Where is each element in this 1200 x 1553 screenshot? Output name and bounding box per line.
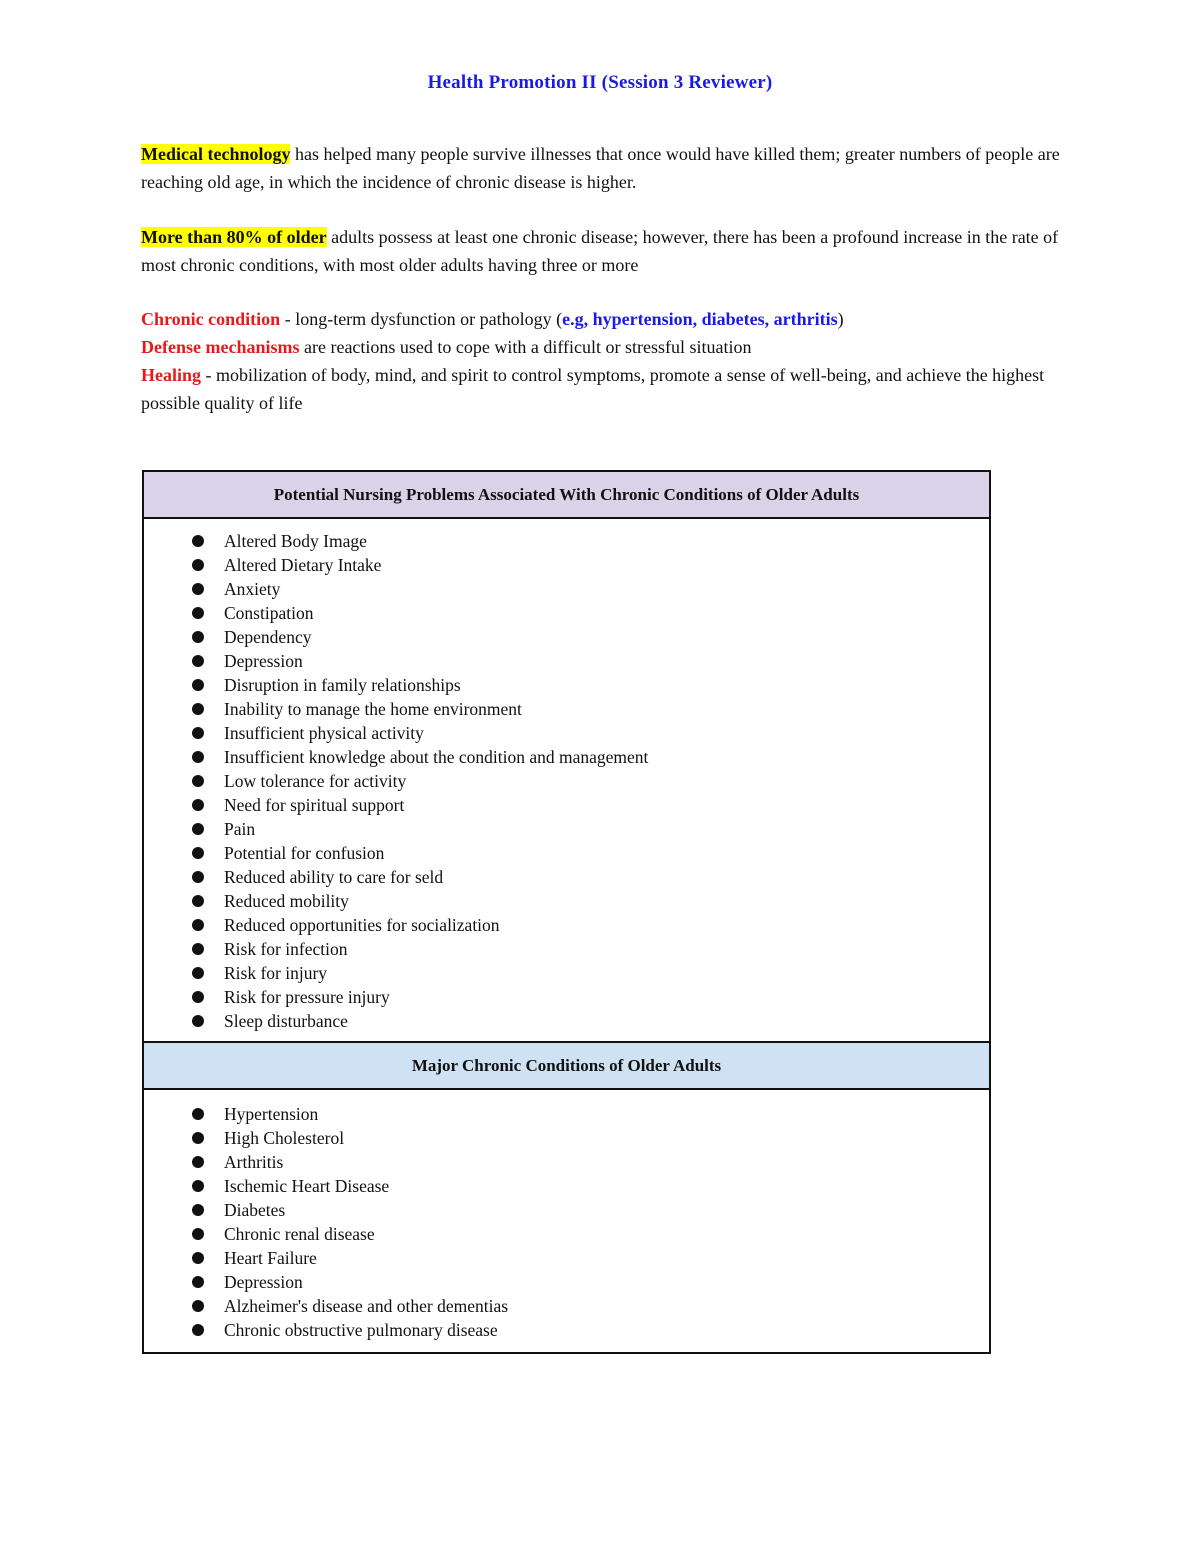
bullet-icon — [192, 751, 204, 763]
bullet-icon — [192, 583, 204, 595]
list-item — [190, 673, 989, 697]
list-item-text: Depression — [224, 651, 303, 671]
list-item — [190, 817, 989, 841]
list-item-text: Low tolerance for activity — [224, 771, 407, 791]
bullet-icon — [192, 895, 204, 907]
list-item-text: Dependency — [224, 627, 312, 647]
list-item-text: Alzheimer's disease and other dementias — [224, 1296, 509, 1316]
list-item-text: Risk for pressure injury — [224, 987, 390, 1007]
list-item-text: Risk for infection — [224, 939, 348, 959]
bullet-icon — [192, 1015, 204, 1027]
major-conditions-list — [144, 1102, 989, 1342]
paragraph-medical-technology — [141, 140, 1061, 196]
list-item — [190, 985, 989, 1009]
list-item-text: Chronic renal disease — [224, 1224, 375, 1244]
list-item-text: Depression — [224, 1272, 303, 1292]
highlight-medical-technology: Medical technology — [141, 144, 291, 164]
bullet-icon — [192, 631, 204, 643]
term-defense-mechanisms: Defense mechanisms — [141, 337, 300, 357]
table-header-nursing-problems: Potential Nursing Problems Associated With Chronic Conditions of Older Adults — [144, 472, 989, 519]
list-item — [190, 769, 989, 793]
bullet-icon — [192, 727, 204, 739]
bullet-icon — [192, 1156, 204, 1168]
definition-defense-mechanisms — [141, 333, 1061, 361]
list-item-text: Insufficient knowledge about the condition and management — [224, 747, 649, 767]
list-item — [190, 793, 989, 817]
bullet-icon — [192, 919, 204, 931]
bullet-icon — [192, 823, 204, 835]
list-item — [190, 1198, 989, 1222]
bullet-icon — [192, 943, 204, 955]
list-item — [190, 841, 989, 865]
definition-healing — [141, 361, 1061, 417]
examples-text: e.g, hypertension, diabetes, arthritis — [562, 309, 838, 329]
bullet-icon — [192, 1204, 204, 1216]
bullet-icon — [192, 1180, 204, 1192]
list-item-text: Reduced mobility — [224, 891, 349, 911]
list-item — [190, 649, 989, 673]
list-item — [190, 601, 989, 625]
bullet-icon — [192, 1324, 204, 1336]
definitions-block — [141, 305, 1061, 417]
list-item-text: High Cholesterol — [224, 1128, 345, 1148]
paragraph-text: has helped many people survive illnesses that once would have killed them; greater numbers of people are reaching old age, in which the incidence of chronic disease is higher. — [141, 144, 1060, 192]
bullet-icon — [192, 847, 204, 859]
list-item — [190, 913, 989, 937]
definition-text: - mobilization of body, mind, and spirit to control symptoms, promote a sense of well-being, and achieve the highest possible quality of life — [141, 365, 1045, 413]
bullet-icon — [192, 1228, 204, 1240]
list-item-text: Heart Failure — [224, 1248, 317, 1268]
bullet-icon — [192, 559, 204, 571]
list-item — [190, 1318, 989, 1342]
list-item-text: Ischemic Heart Disease — [224, 1176, 390, 1196]
bullet-icon — [192, 679, 204, 691]
list-item-text: Reduced ability to care for seld — [224, 867, 444, 887]
list-item-text: Pain — [224, 819, 256, 839]
definition-chronic-condition — [141, 305, 1061, 333]
bullet-icon — [192, 535, 204, 547]
list-item-text: Potential for confusion — [224, 843, 385, 863]
list-item — [190, 577, 989, 601]
list-item — [190, 625, 989, 649]
list-item-text: Need for spiritual support — [224, 795, 405, 815]
list-item — [190, 529, 989, 553]
list-item-text: Diabetes — [224, 1200, 286, 1220]
list-item — [190, 1102, 989, 1126]
list-item — [190, 1270, 989, 1294]
list-item-text: Disruption in family relationships — [224, 675, 461, 695]
definition-text: are reactions used to cope with a difficult or stressful situation — [299, 337, 752, 357]
list-item — [190, 721, 989, 745]
list-item — [190, 1246, 989, 1270]
list-item-text: Risk for injury — [224, 963, 328, 983]
list-item — [190, 865, 989, 889]
bullet-icon — [192, 799, 204, 811]
bullet-icon — [192, 967, 204, 979]
list-item — [190, 937, 989, 961]
bullet-icon — [192, 775, 204, 787]
bullet-icon — [192, 1108, 204, 1120]
term-chronic-condition: Chronic condition — [141, 309, 281, 329]
highlight-older-adults: More than 80% of older — [141, 227, 327, 247]
bullet-icon — [192, 1252, 204, 1264]
bullet-icon — [192, 1276, 204, 1288]
list-item — [190, 553, 989, 577]
list-item-text: Chronic obstructive pulmonary disease — [224, 1320, 498, 1340]
list-item-text: Altered Body Image — [224, 531, 367, 551]
list-item-text: Altered Dietary Intake — [224, 555, 382, 575]
list-item — [190, 961, 989, 985]
nursing-problems-list — [144, 529, 989, 1033]
list-item — [190, 745, 989, 769]
definition-text: - long-term dysfunction or pathology ( — [280, 309, 563, 329]
list-item — [190, 889, 989, 913]
bullet-icon — [192, 1132, 204, 1144]
bullet-icon — [192, 1300, 204, 1312]
list-item-text: Reduced opportunities for socialization — [224, 915, 500, 935]
table-header-major-conditions: Major Chronic Conditions of Older Adults — [144, 1041, 989, 1090]
list-item — [190, 1126, 989, 1150]
list-item — [190, 1150, 989, 1174]
document-title: Health Promotion II (Session 3 Reviewer) — [427, 72, 773, 93]
list-item-text: Insufficient physical activity — [224, 723, 424, 743]
list-item-text: Sleep disturbance — [224, 1011, 348, 1031]
list-item — [190, 697, 989, 721]
list-item-text: Arthritis — [224, 1152, 284, 1172]
list-item — [190, 1009, 989, 1033]
list-item — [190, 1174, 989, 1198]
bullet-icon — [192, 655, 204, 667]
table-body-major-conditions — [144, 1090, 989, 1352]
bullet-icon — [192, 703, 204, 715]
bullet-icon — [192, 607, 204, 619]
list-item-text: Inability to manage the home environment — [224, 699, 522, 719]
bullet-icon — [192, 991, 204, 1003]
chronic-conditions-table — [142, 470, 991, 1354]
list-item-text: Anxiety — [224, 579, 281, 599]
list-item-text: Hypertension — [224, 1104, 319, 1124]
definition-text: ) — [837, 309, 844, 329]
paragraph-text: adults possess at least one chronic disease; however, there has been a profound increase in the rate of most chronic conditions, with most older adults having three or more — [141, 227, 1059, 275]
list-item-text: Constipation — [224, 603, 314, 623]
list-item — [190, 1222, 989, 1246]
list-item — [190, 1294, 989, 1318]
term-healing: Healing — [141, 365, 202, 385]
table-body-nursing-problems — [144, 519, 989, 1041]
bullet-icon — [192, 871, 204, 883]
paragraph-older-adults — [141, 223, 1061, 279]
